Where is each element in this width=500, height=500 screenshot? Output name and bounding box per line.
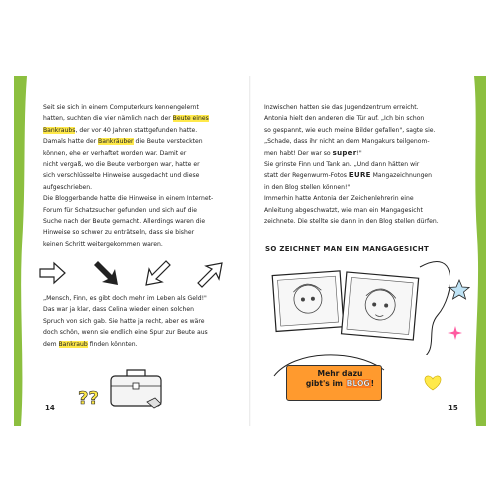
text-segment: keinen Schritt weitergekommen waren. [43,240,163,248]
text-segment: Immerhin hatte Antonia der Zeichenlehrerin eine [264,195,414,203]
text-segment: !" [356,149,362,157]
text-segment: Mangazeichnungen [370,172,433,180]
callout-line-1: Mehr dazu [317,369,363,378]
emphasized-word: EURE [348,171,371,180]
text-line [43,216,243,227]
text-line [264,125,469,136]
highlighted-text: Bankräuber [98,138,134,146]
text-segment: in den Blog stellen können!" [264,183,351,191]
text-segment: Suche nach der Beute gemacht. Allerdings waren die [43,218,206,226]
text-segment: men habt! Der war so [264,149,333,157]
right-page-paragraph [264,102,469,227]
arrow-down-right-icon [94,261,118,285]
text-line [264,136,469,147]
text-line [264,216,469,227]
text-segment: , der vor 40 Jahren stattgefunden hatte. [75,126,198,134]
text-line [43,339,243,350]
sparkle-icon [448,326,462,340]
text-segment: Hinweise so schwer zu enträtseln, dass sie bisher [43,229,195,237]
left-page-paragraph-1 [43,102,243,250]
text-line [43,113,243,124]
text-segment: Forum für Schatzsucher gefunden und sich auf die [43,206,197,214]
text-line [43,125,243,136]
text-line [43,316,243,327]
text-segment: sich verschlüsselte Hinweise ausgedacht und diese [43,172,200,180]
text-segment: Spruch von sich gab. Sie hatte ja recht, aber es wäre [43,317,205,325]
text-line [264,148,469,159]
text-segment: „Schade, dass ihr nicht an dem Mangakurs teilgenom- [264,138,430,146]
callout-line-2 [300,379,380,389]
text-line [43,136,243,147]
arrow-right-icon [40,263,65,283]
right-page-green-edge [470,76,486,426]
emphasized-word: super [332,148,357,157]
left-page-paragraph-2 [43,293,243,350]
blog-word: BLOG [346,379,370,388]
text-segment: Sie grinste Finn und Tank an. „Und dann hätten wir [264,161,420,169]
question-marks-icon [78,382,110,412]
text-segment: doch schön, wenn sie endlich eine Spur zur Beute aus [43,329,208,337]
text-segment: können, ehe er verhaftet worden war. Damit er [43,149,187,157]
text-segment: Seit sie sich in einem Computerkurs kennengelernt [43,104,199,111]
text-line [43,193,243,204]
text-segment: Antonia hielt den anderen die Tür auf. „Ich bin schon [264,115,425,123]
text-line [43,148,243,159]
text-segment: „Mensch, Finn, es gibt doch mehr im Leben als Geld!" [43,295,207,302]
text-segment: die Beute versteckten [133,138,203,146]
text-line [43,102,243,113]
text-line [43,239,243,250]
callout-line-2-prefix: gibt's im [305,379,346,388]
text-line [43,293,243,304]
arrow-down-left-icon [146,261,170,285]
text-segment: Damals hatte der [43,138,99,146]
text-line [43,205,243,216]
text-line [264,182,469,193]
arrow-up-right-icon [198,263,222,287]
section-heading: SO ZEICHNET MAN EIN MANGAGESICHT [265,245,430,253]
callout-suffix: ! [370,379,375,388]
text-segment: Die Bloggerbande hatte die Hinweise in einem Internet- [43,195,214,203]
text-segment: so gespannt, wie euch meine Bilder gefallen", sagte sie. [264,126,436,134]
text-segment: aufgeschrieben. [43,183,93,191]
left-page-green-edge [14,76,27,426]
blog-callout-text [300,369,380,389]
text-line [264,102,469,113]
highlighted-text: Bankraubs [43,126,76,134]
page-number-right: 15 [448,404,458,412]
text-segment: hatten, suchten die vier nämlich nach der [43,115,173,123]
text-line [264,193,469,204]
text-segment: Inzwischen hatten sie das Jugendzentrum erreicht. [264,104,419,111]
text-line [264,205,469,216]
text-line [264,113,469,124]
briefcase-icon [107,366,167,410]
text-segment: nicht vergaß, wo die Beute verborgen war, hatte er [43,161,200,169]
text-line [264,170,469,181]
arrow-doodles [38,255,228,289]
svg-text:??: ?? [78,388,99,409]
highlighted-text: Bankraub [58,340,88,348]
text-line [264,159,469,170]
star-icon [448,279,470,301]
book-gutter [249,76,251,426]
page-number-left: 14 [45,404,55,412]
text-segment: dem [43,340,59,348]
text-segment: Das war ja klar, dass Celina wieder einen solchen [43,306,194,314]
text-segment: Anleitung abgeschwatzt, wie man ein Mangagesicht [264,206,423,214]
text-line [43,170,243,181]
text-line [43,159,243,170]
text-line [43,182,243,193]
highlighted-text: Beute eines [172,115,209,123]
heart-icon [424,375,442,391]
text-segment: zeichnete. Die stellte sie dann in den Blog stellen dürfen. [264,218,439,226]
text-line [43,327,243,338]
text-line [43,227,243,238]
text-line [43,304,243,315]
text-segment: finden könnten. [87,340,138,348]
text-segment: statt der Regenwurm-Fotos [264,172,349,180]
